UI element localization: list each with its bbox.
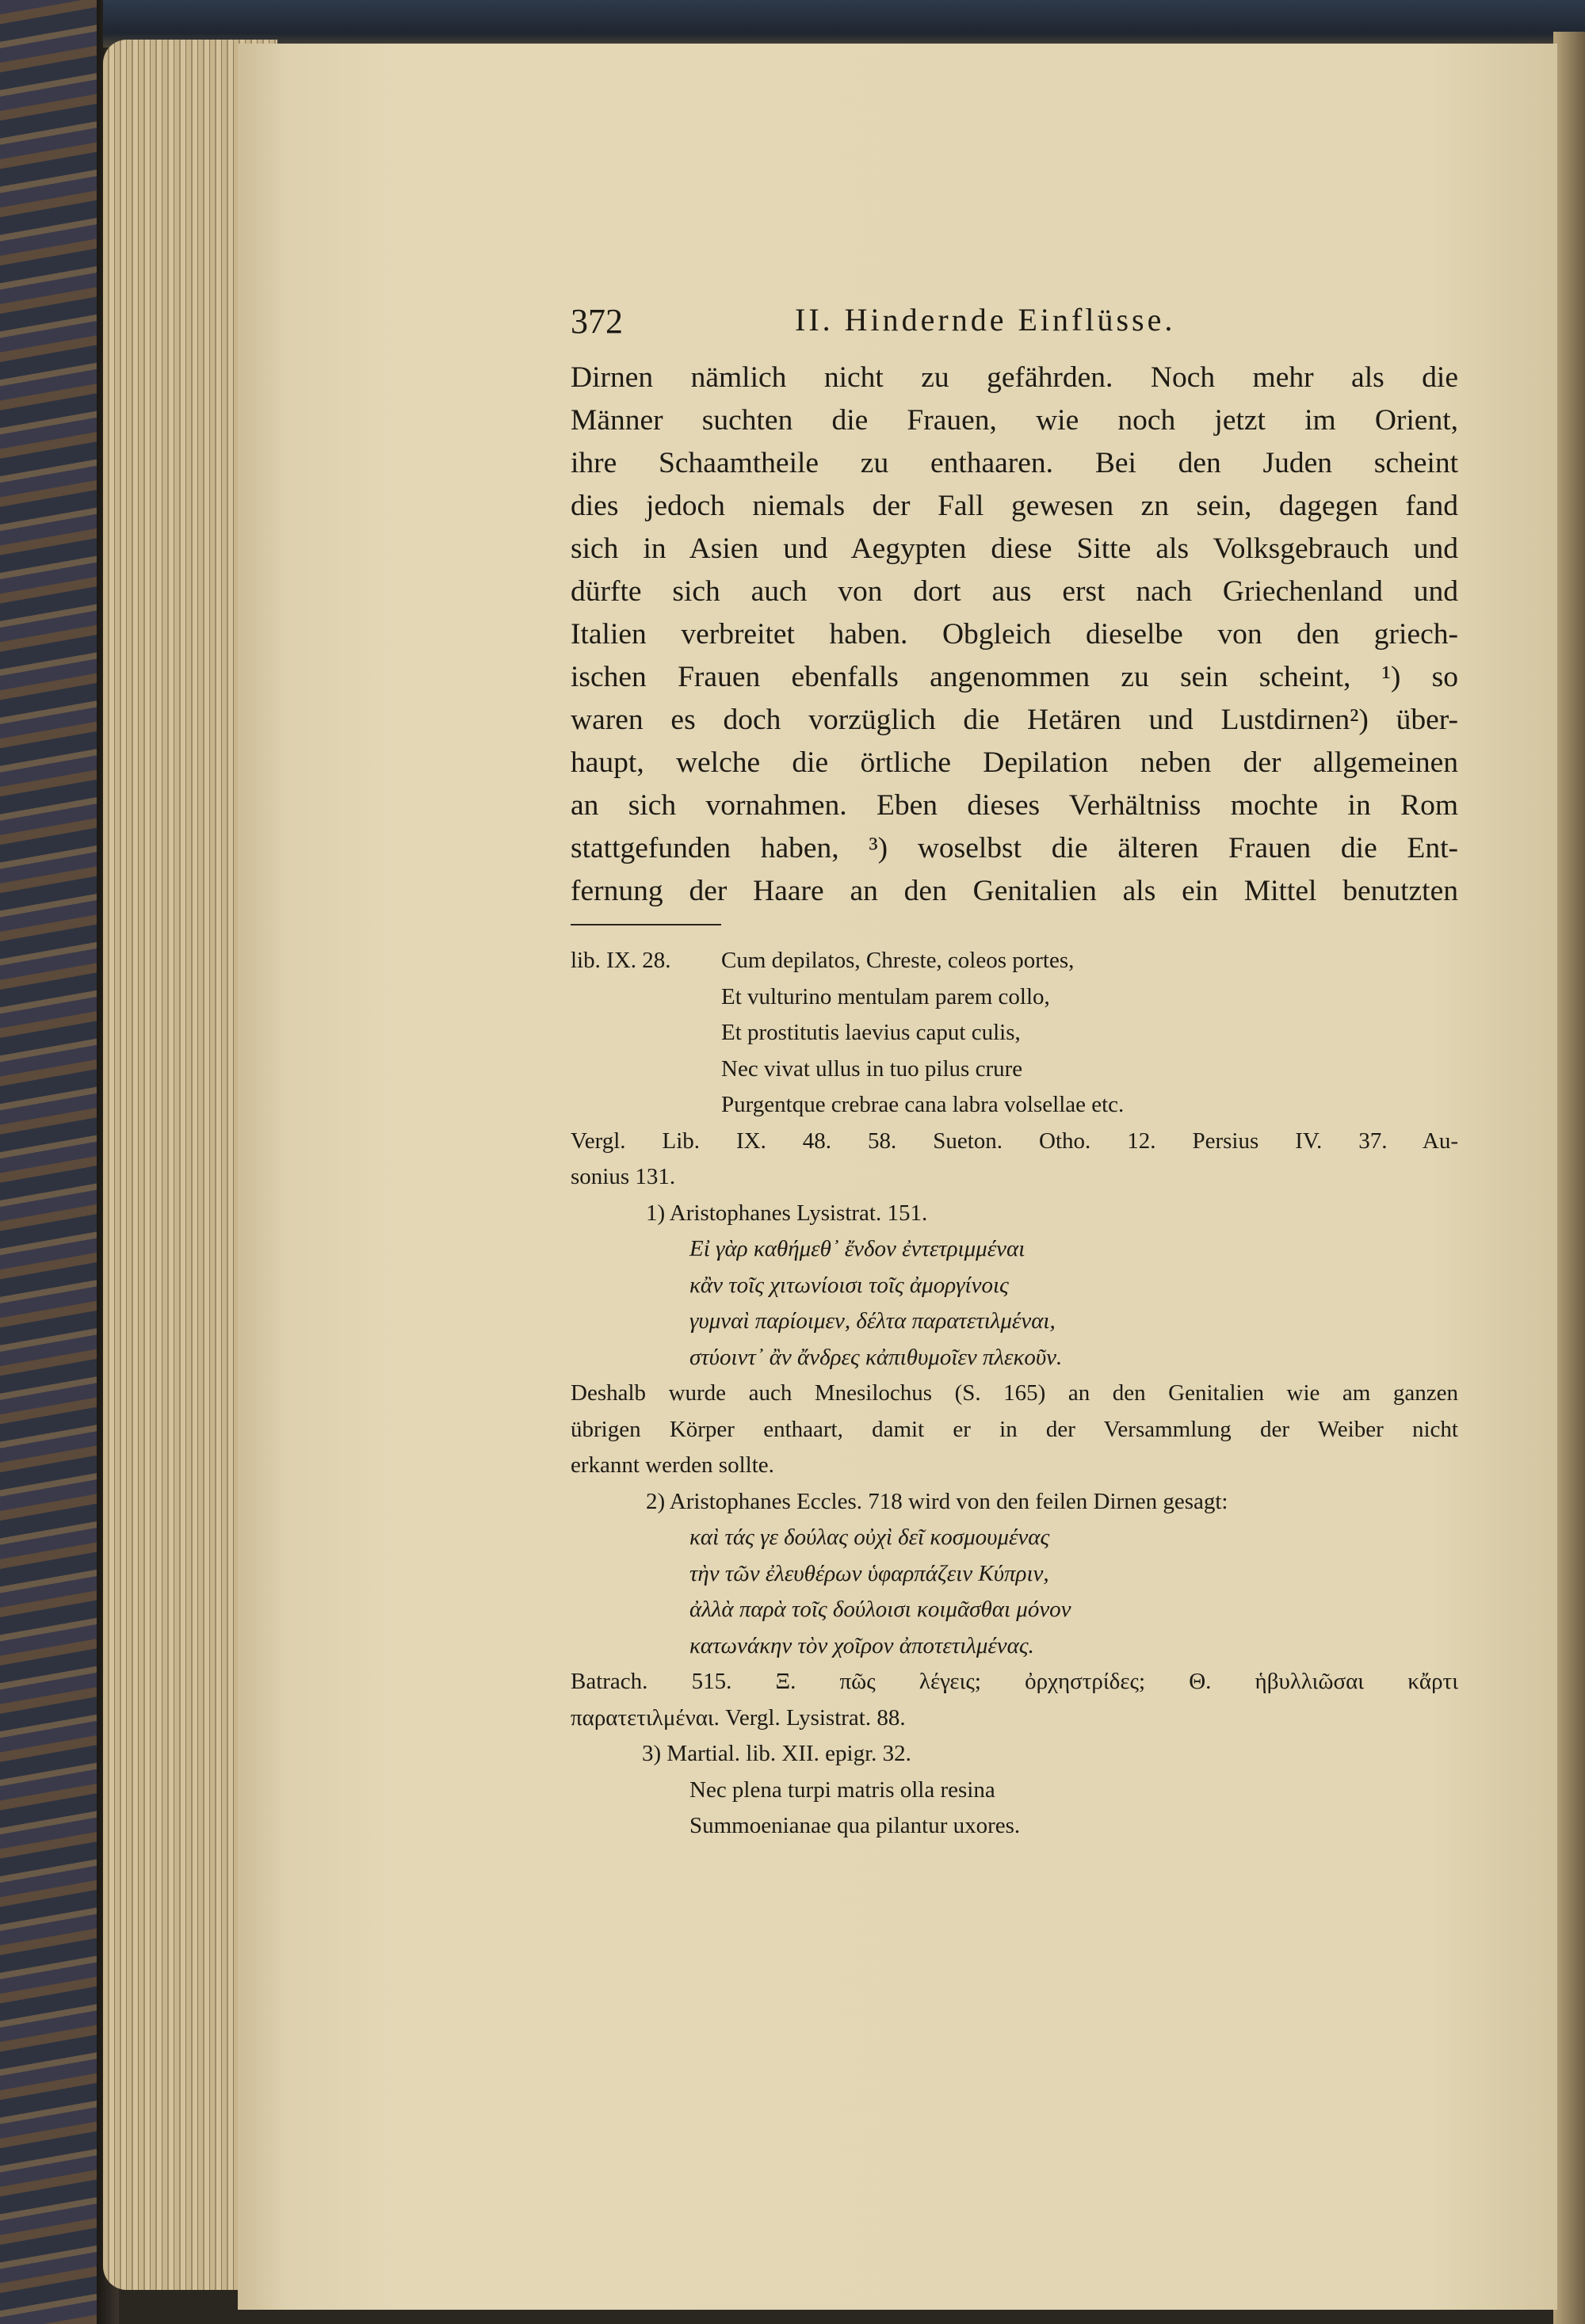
body-line: Italien verbreitet haben. Obgleich dieselbe von den griech- [571, 618, 1458, 651]
poem-line: Nec plena turpi matris olla resina [689, 1776, 995, 1803]
poem-line: Et vulturino mentulam parem collo, [721, 983, 1050, 1009]
poem-line: Summoenianae qua pilantur uxores. [689, 1813, 1021, 1838]
body-text [571, 357, 1458, 913]
comment-line: erkannt werden sollte. [571, 1452, 774, 1478]
book-top-edge [103, 0, 1585, 48]
poem-line: Cum depilatos, Chreste, coleos portes, [721, 948, 1075, 973]
page-number: 372 [571, 302, 623, 341]
comment-line: übrigen Körper enthaart, damit er in der Versammlung der Weiber nicht [571, 1416, 1458, 1442]
body-line: dürfte sich auch von dort aus erst nach Griechenland und [571, 575, 1458, 608]
greek-line: Εἰ γὰρ καθήμεθ᾽ ἔνδον ἐντετριμμέναι [689, 1236, 1025, 1261]
footnote-divider [571, 924, 721, 925]
poem-line: Nec vivat ullus in tuo pilus crure [721, 1055, 1023, 1082]
greek-line: κἂν τοῖς χιτωνίοισι τοῖς ἀμοργίνοις [689, 1272, 1009, 1298]
body-line: ischen Frauen ebenfalls angenommen zu sein scheint, ¹) so [571, 661, 1458, 693]
body-line: Dirnen nämlich nicht zu gefährden. Noch mehr als die [571, 361, 1458, 394]
greek-line: τὴν τῶν ἐλευθέρων ὑφαρπάζειν Κύπριν, [689, 1560, 1049, 1586]
footnote-3-label: 3) Martial. lib. XII. epigr. 32. [642, 1741, 911, 1766]
body-line: stattgefunden haben, ³) woselbst die älteren Frauen die Ent- [571, 832, 1458, 864]
book-right-edge [1553, 32, 1585, 2324]
book-cover [0, 0, 119, 2324]
footnote-1-label: 1) Aristophanes Lysistrat. 151. [646, 1200, 928, 1226]
body-line: an sich vornahmen. Eben dieses Verhältniss mochte in Rom [571, 789, 1458, 822]
body-line: fernung der Haare an den Genitalien als ein Mittel benutzten [571, 875, 1458, 907]
footnotes [571, 943, 1458, 1845]
page-content [571, 301, 1458, 1845]
greek-line: γυμναὶ παρίοιμεν, δέλτα παρατετιλμέναι, [689, 1308, 1056, 1334]
batrach-line: Batrach. 515. Ξ. πῶς λέγεις; ὀρχηστρίδες; Θ. ἡβυλλιῶσαι κἄρτι [571, 1669, 1458, 1694]
body-line: haupt, welche die örtliche Depilation neben der allgemeinen [571, 746, 1458, 779]
greek-line: καὶ τάς γε δούλας οὐχὶ δεῖ κοσμουμένας [689, 1525, 1050, 1550]
reference-line: sonius 131. [571, 1164, 676, 1189]
martial-reference: lib. IX. 28. [571, 948, 671, 973]
footnote-2-label: 2) Aristophanes Eccles. 718 wird von den feilen Dirnen gesagt: [646, 1488, 1228, 1514]
poem-line: Purgentque crebrae cana labra volsellae etc. [721, 1092, 1125, 1117]
running-head: II. Hindernde Einflüsse. [795, 302, 1176, 338]
poem-line: Et prostitutis laevius caput culis, [721, 1020, 1021, 1045]
batrach-line: παρατετιλμέναι. Vergl. Lysistrat. 88. [571, 1704, 906, 1731]
reference-line: Vergl. Lib. IX. 48. 58. Sueton. Otho. 12. Persius IV. 37. Au- [571, 1128, 1458, 1154]
body-line: Männer suchten die Frauen, wie noch jetzt im Orient, [571, 404, 1458, 437]
body-line: ihre Schaamtheile zu enthaaren. Bei den Juden scheint [571, 447, 1458, 479]
greek-line: ἀλλὰ παρὰ τοῖς δούλοισι κοιμᾶσθαι μόνον [689, 1597, 1071, 1622]
comment-line: Deshalb wurde auch Mnesilochus (S. 165) an den Genitalien wie am ganzen [571, 1380, 1458, 1406]
greek-line: κατωνάκην τὸν χοῖρον ἀποτετιλμένας. [689, 1632, 1034, 1658]
page-header [571, 301, 1458, 357]
greek-line: στύοιντ᾽ ἂν ἄνδρες κἀπιθυμοῖεν πλεκοῦν. [689, 1344, 1063, 1370]
body-line: sich in Asien und Aegypten diese Sitte als Volksgebrauch und [571, 532, 1458, 565]
body-line: waren es doch vorzüglich die Hetären und Lustdirnen²) über- [571, 704, 1458, 736]
body-line: dies jedoch niemals der Fall gewesen zn sein, dagegen fand [571, 490, 1458, 522]
